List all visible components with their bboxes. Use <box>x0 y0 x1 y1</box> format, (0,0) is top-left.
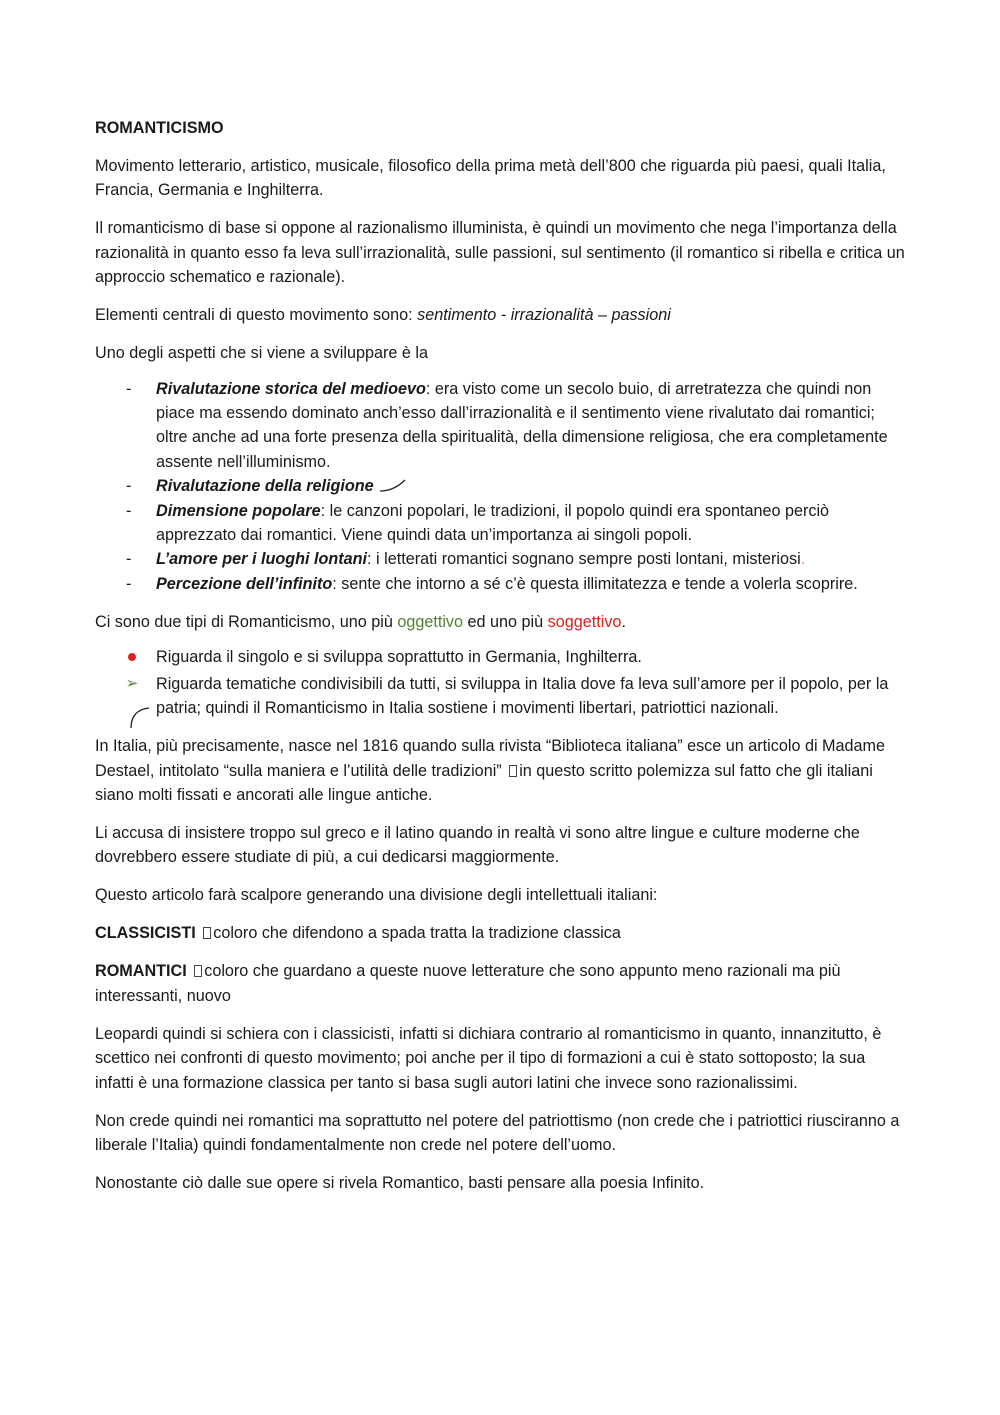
document-page <box>95 116 907 1209</box>
italia-paragraph <box>95 734 907 807</box>
dash-marker: - <box>126 574 132 593</box>
intro-paragraph: Movimento letterario, artistico, musicale, filosofico della prima metà dell’800 che riguarda più paesi, quali Italia, Francia, Germania e Inghilterra. <box>95 157 886 200</box>
elementi-paragraph <box>95 303 907 327</box>
item-text: Riguarda il singolo e si sviluppa soprattutto in Germania, Inghilterra. <box>156 648 642 667</box>
dash-marker: - <box>126 550 132 569</box>
aspetti-intro: Uno degli aspetti che si viene a sviluppare è la <box>95 344 428 363</box>
non-crede-paragraph: Non crede quindi nei romantici ma soprattutto nel potere del patriottismo (non crede che i patriottici riusciranno a liberale l’Italia) quindi fondamentalmente non crede nel potere dell’uomo. <box>95 1111 900 1154</box>
elementi-prefix: Elementi centrali di questo movimento sono: <box>95 306 418 325</box>
item-text: : era visto come un secolo buio, di arretratezza che quindi non piace ma essendo dominato anch’esso dall’irrazionalità e il sentimento viene rivalutato dai romantici; oltre anche ad una forte presenza della spiritualità, della dimensione religiosa, che era completamente assente nell’illuminismo. <box>156 379 888 471</box>
dash-marker: - <box>126 379 132 398</box>
tipi-text: . <box>621 612 626 631</box>
item-heading: Rivalutazione storica del medioevo <box>156 379 426 398</box>
classicisti-paragraph <box>95 921 907 945</box>
item-text: : i letterati romantici sognano sempre posti lontani, misteriosi <box>367 550 801 569</box>
item-heading: Rivalutazione della religione <box>156 477 374 496</box>
document-title: ROMANTICISMO <box>95 119 224 137</box>
classicisti-text: coloro che difendono a spada tratta la tradizione classica <box>213 924 621 943</box>
tipi-paragraph <box>95 610 907 634</box>
list-item <box>95 377 907 475</box>
italia-text: In Italia, più precisamente, nasce nel 1816 quando sulla rivista “Biblioteca italiana” esce un articolo di Madame Destael, intitolato “sulla maniera e l’utilità delle tradizioni” <box>95 737 886 780</box>
item-heading: L’amore per i luoghi lontani <box>156 550 368 569</box>
curved-bracket-icon <box>129 704 151 730</box>
list-item <box>95 572 907 596</box>
articolo-paragraph: Questo articolo farà scalpore generando una divisione degli intellettuali italiani: <box>95 886 658 905</box>
list-item <box>95 474 907 498</box>
leopardi-paragraph: Leopardi quindi si schiera con i classicisti, infatti si dichiara contrario al romanticismo in quanto, innanzitutto, è scettico nei confronti di questo movimento; poi anche per il tipo di formazioni a cui è stato sottoposto; la sua infatti è una formazione classica per tanto si basa sugli autori latini che invece sono razionalissimi. <box>95 1024 882 1092</box>
oggettivo-word: oggettivo <box>397 612 464 631</box>
romantici-text: coloro che guardano a queste nuove letterature che sono appunto meno razionali ma più interessanti, nuovo <box>95 962 841 1005</box>
classicisti-label: CLASSICISTI <box>95 924 201 943</box>
green-arrow-bullet-icon: ➢ <box>125 674 139 692</box>
romantici-label: ROMANTICI <box>95 962 192 981</box>
list-item <box>95 672 907 721</box>
list-item <box>95 547 907 571</box>
item-text: : le canzoni popolari, le tradizioni, il popolo quindi era spontaneo perciò apprezzato dai romantici. Viene quindi data un’importanza ai singoli popoli. <box>156 501 830 545</box>
accusa-paragraph: Li accusa di insistere troppo sul greco e il latino quando in realtà vi sono altre lingue e culture moderne che dovrebbero essere studiate di più, a cui dedicarsi maggiormente. <box>95 823 860 867</box>
missing-glyph-icon <box>194 965 202 977</box>
soggettivo-word: soggettivo <box>547 612 622 631</box>
tipi-text: Ci sono due tipi di Romanticismo, uno più <box>95 612 398 631</box>
italia-text: in questo scritto polemizza sul fatto che gli italiani siano molti fissati e ancorati alle lingue antiche. <box>95 761 873 804</box>
nonostante-paragraph: Nonostante ciò dalle sue opere si rivela Romantico, basti pensare alla poesia Infinito. <box>95 1173 705 1192</box>
item-trail: . <box>800 550 806 569</box>
item-text: : sente che intorno a sé c’è questa illimitatezza e tende a volerla scoprire. <box>332 574 858 593</box>
missing-glyph-icon <box>203 927 211 939</box>
tipi-list <box>95 645 907 720</box>
romantici-paragraph <box>95 959 907 1008</box>
missing-glyph-icon <box>509 765 517 777</box>
curved-arrow-icon <box>378 477 408 497</box>
dash-marker: - <box>126 477 132 496</box>
razionalismo-paragraph: Il romanticismo di base si oppone al razionalismo illuminista, è quindi un movimento che nega l’importanza della razionalità in quanto esso fa leva sull’irrazionalità, sulle passioni, sul sentimento (il romantico si ribella e critica un approccio schematico e razionale). <box>95 219 905 287</box>
tipi-text: ed uno più <box>463 612 548 631</box>
list-item <box>95 645 907 669</box>
item-heading: Dimensione popolare <box>156 501 321 520</box>
list-item <box>95 499 907 548</box>
dash-marker: - <box>126 501 132 520</box>
elementi-items: sentimento - irrazionalità – passioni <box>417 306 671 325</box>
red-dot-bullet-icon <box>125 645 139 669</box>
item-heading: Percezione dell’infinito <box>156 574 333 593</box>
item-text: Riguarda tematiche condivisibili da tutti, si sviluppa in Italia dove fa leva sull’amore per il popolo, per la patria; quindi il Romanticismo in Italia sostiene i movimenti libertari, patriottici nazionali. <box>156 674 889 718</box>
aspetti-list <box>95 377 907 597</box>
